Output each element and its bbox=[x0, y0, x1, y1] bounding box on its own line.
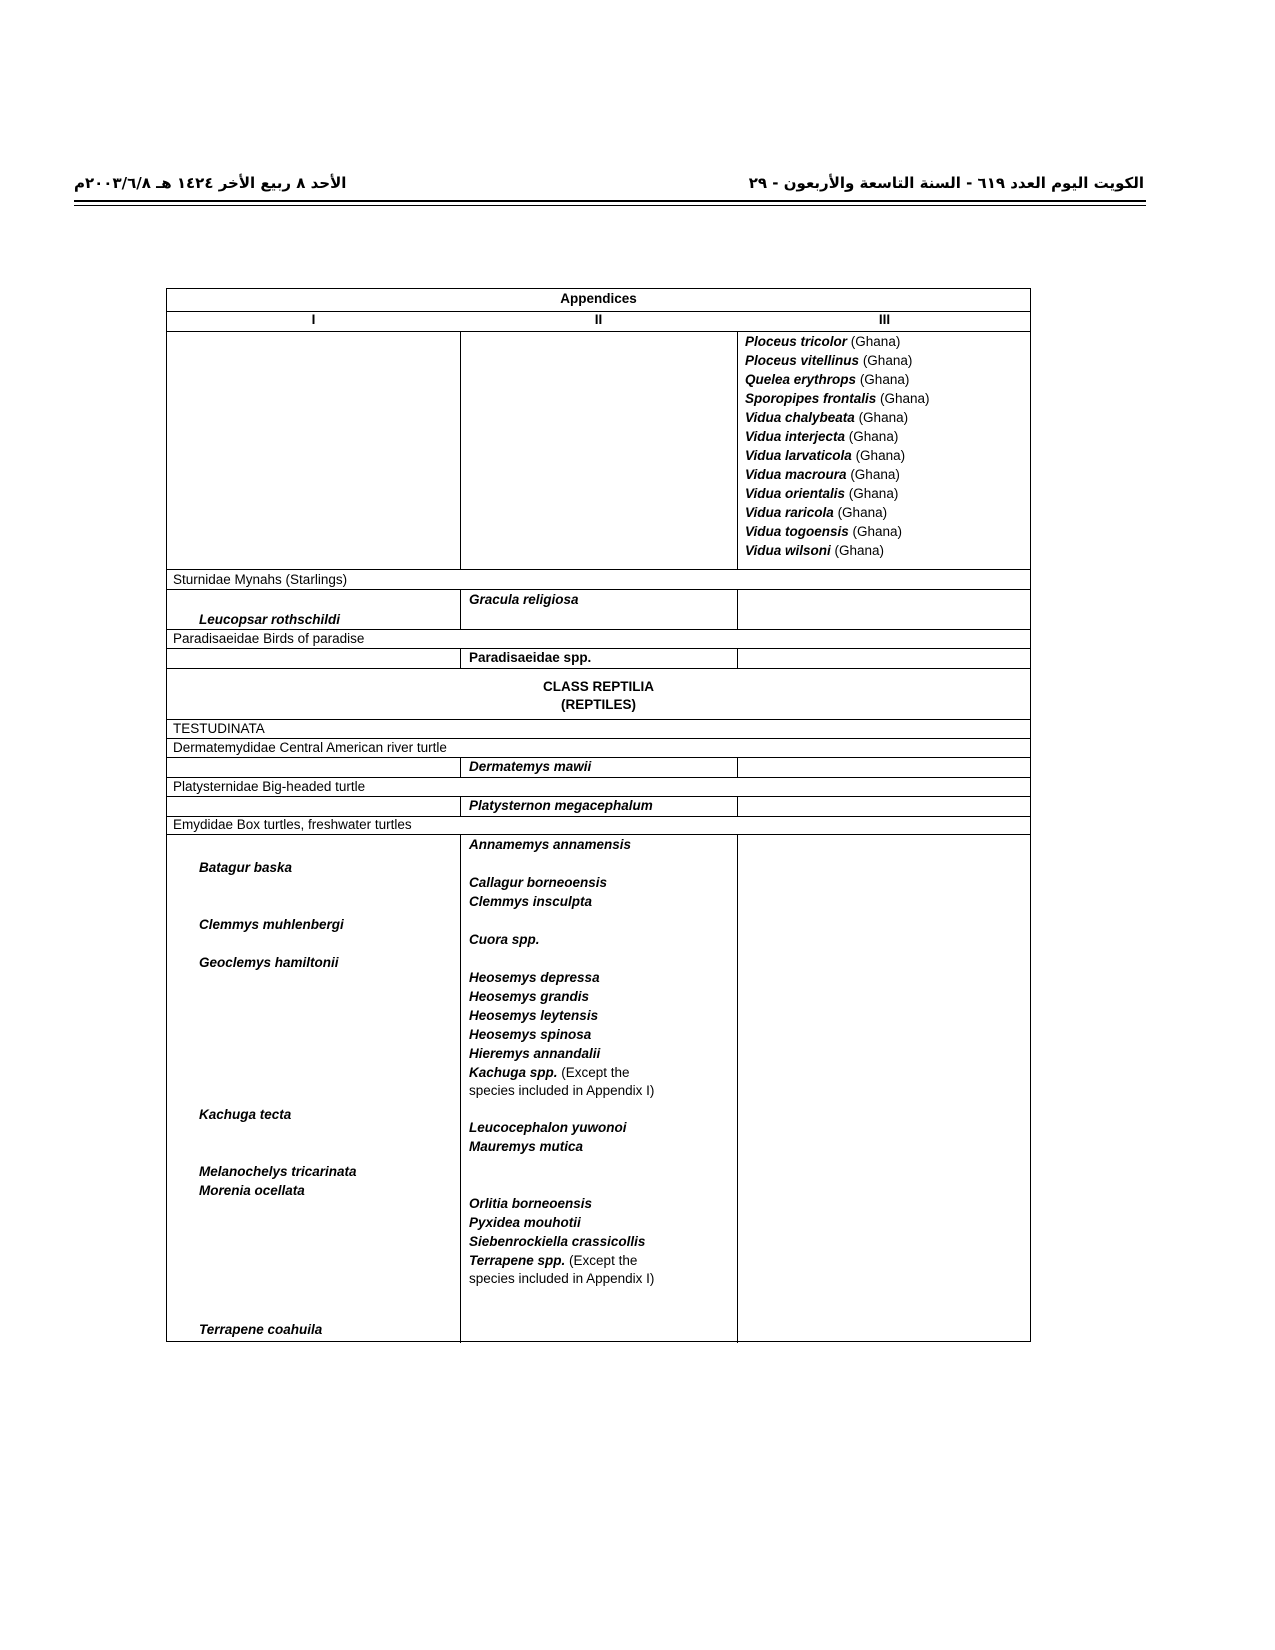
column-divider bbox=[737, 757, 738, 777]
row-divider bbox=[167, 331, 1030, 332]
list-item: Vidua chalybeata (Ghana) bbox=[745, 410, 909, 425]
row-divider bbox=[167, 757, 1030, 758]
list-item: Heosemys grandis bbox=[469, 989, 590, 1004]
list-item: Heosemys depressa bbox=[469, 970, 600, 985]
list-item: Vidua interjecta (Ghana) bbox=[745, 429, 899, 444]
row-divider bbox=[167, 719, 1030, 720]
column-divider bbox=[460, 589, 461, 629]
list-item: Clemmys insculpta bbox=[469, 894, 593, 909]
species-platysternon-megacephalum: Platysternon megacephalum bbox=[469, 798, 653, 813]
list-item: Terrapene spp. (Except the bbox=[469, 1253, 638, 1268]
class-reptilia-title: CLASS REPTILIA bbox=[542, 679, 654, 694]
list-item: Vidua togoensis (Ghana) bbox=[745, 524, 903, 539]
column-header-iii: III bbox=[878, 312, 891, 327]
family-platysternidae: Platysternidae Big-headed turtle bbox=[173, 779, 366, 794]
family-paradisaeidae: Paradisaeidae Birds of paradise bbox=[173, 631, 365, 646]
list-item: Callagur borneoensis bbox=[469, 875, 608, 890]
list-item: Siebenrockiella crassicollis bbox=[469, 1234, 646, 1249]
row-divider bbox=[167, 589, 1030, 590]
list-item: Batagur baska bbox=[199, 860, 293, 875]
list-item: Kachuga spp. (Except the bbox=[469, 1065, 630, 1080]
column-header-ii: II bbox=[594, 312, 603, 327]
column-divider bbox=[737, 796, 738, 816]
gazette-date: الأحد ٨ ربيع الأخر ١٤٢٤ هـ ٢٠٠٣/٦/٨م bbox=[74, 174, 347, 192]
appendices-table bbox=[166, 288, 1031, 1342]
table-title: Appendices bbox=[560, 291, 637, 306]
column-divider bbox=[737, 331, 738, 569]
column-divider bbox=[460, 796, 461, 816]
list-item: Vidua wilsoni (Ghana) bbox=[745, 543, 885, 558]
list-item: Vidua orientalis (Ghana) bbox=[745, 486, 899, 501]
list-item: Heosemys leytensis bbox=[469, 1008, 599, 1023]
gazette-issue-info: الكويت اليوم العدد ٦١٩ - السنة التاسعة والأربعون - ٢٩ bbox=[748, 174, 1144, 192]
family-sturnidae: Sturnidae Mynahs (Starlings) bbox=[173, 572, 348, 587]
list-item: Leucocephalon yuwonoi bbox=[469, 1120, 627, 1135]
list-item-note: species included in Appendix I) bbox=[469, 1083, 655, 1098]
list-item: Heosemys spinosa bbox=[469, 1027, 592, 1042]
list-item: Terrapene coahuila bbox=[199, 1322, 323, 1337]
list-item: Clemmys muhlenbergi bbox=[199, 917, 344, 932]
list-item: Pyxidea mouhotii bbox=[469, 1215, 581, 1230]
column-divider bbox=[737, 834, 738, 1343]
page-header bbox=[74, 170, 1144, 200]
column-divider bbox=[737, 648, 738, 668]
header-rule-thin bbox=[74, 205, 1146, 206]
list-item: Vidua larvaticola (Ghana) bbox=[745, 448, 906, 463]
row-divider bbox=[167, 569, 1030, 570]
list-item: Orlitia borneoensis bbox=[469, 1196, 593, 1211]
row-divider bbox=[167, 648, 1030, 649]
header-rule-thick bbox=[74, 200, 1146, 202]
order-testudinata: TESTUDINATA bbox=[173, 721, 265, 736]
column-header-i: I bbox=[311, 312, 316, 327]
family-emydidae: Emydidae Box turtles, freshwater turtles bbox=[173, 817, 412, 832]
list-item: Sporopipes frontalis (Ghana) bbox=[745, 391, 930, 406]
column-divider bbox=[460, 331, 461, 569]
list-item: Ploceus tricolor (Ghana) bbox=[745, 334, 901, 349]
list-item: Cuora spp. bbox=[469, 932, 540, 947]
species-gracula-religiosa: Gracula religiosa bbox=[469, 592, 579, 607]
list-item: Melanochelys tricarinata bbox=[199, 1164, 357, 1179]
column-divider bbox=[460, 834, 461, 1343]
list-item: Quelea erythrops (Ghana) bbox=[745, 372, 910, 387]
list-item: Morenia ocellata bbox=[199, 1183, 305, 1198]
row-divider bbox=[167, 668, 1030, 669]
family-dermatemydidae: Dermatemydidae Central American river turtle bbox=[173, 740, 447, 755]
list-item: Ploceus vitellinus (Ghana) bbox=[745, 353, 913, 368]
species-dermatemys-mawii: Dermatemys mawii bbox=[469, 759, 592, 774]
column-divider bbox=[460, 757, 461, 777]
column-divider bbox=[460, 648, 461, 668]
list-item: Annamemys annamensis bbox=[469, 837, 632, 852]
list-item: Hieremys annandalii bbox=[469, 1046, 601, 1061]
list-item: Geoclemys hamiltonii bbox=[199, 955, 339, 970]
list-item: Vidua macroura (Ghana) bbox=[745, 467, 900, 482]
column-divider bbox=[737, 589, 738, 629]
class-reptilia-subtitle: (REPTILES) bbox=[560, 697, 636, 712]
list-item-note: species included in Appendix I) bbox=[469, 1271, 655, 1286]
row-divider bbox=[167, 834, 1030, 835]
paradisaeidae-spp: Paradisaeidae spp. bbox=[469, 650, 592, 665]
list-item: Kachuga tecta bbox=[199, 1107, 292, 1122]
list-item: Mauremys mutica bbox=[469, 1139, 584, 1154]
species-leucopsar-rothschildi: Leucopsar rothschildi bbox=[199, 612, 341, 627]
list-item: Vidua raricola (Ghana) bbox=[745, 505, 888, 520]
